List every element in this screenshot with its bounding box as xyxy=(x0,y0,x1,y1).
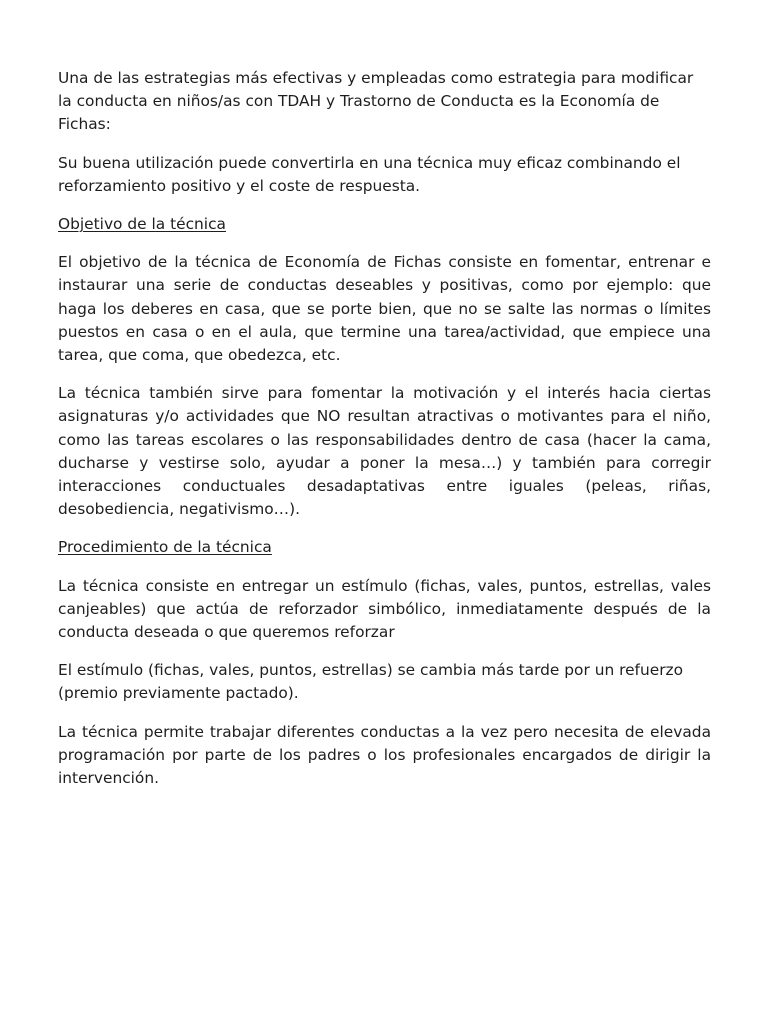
intro-paragraph-2: Su buena utilización puede convertirla en una técnica muy eficaz combinando el reforzamiento positivo y el coste de respuesta. xyxy=(58,153,681,195)
section-heading-procedimiento: Procedimiento de la técnica xyxy=(58,538,272,557)
objetivo-paragraph-2: La técnica también sirve para fomentar la motivación y el interés hacia ciertas asignaturas y/o actividades que NO resultan atractivas o motivantes para el niño, como las tareas escolares o las responsabilidades dentro de casa (hacer la cama, ducharse y vestirse solo, ayudar a poner la mesa…) y también para corregir interacciones conductuales desadaptativas entre iguales (peleas, riñas, desobediencia, negativismo…). xyxy=(58,384,711,519)
intro-paragraph-1: Una de las estrategias más efectivas y empleadas como estrategia para modificar la conducta en niños/as con TDAH y Trastorno de Conducta es la Economía de Fichas: xyxy=(58,69,694,134)
procedimiento-paragraph-2: El estímulo (fichas, vales, puntos, estrellas) se cambia más tarde por un refuerzo (premio previamente pactado). xyxy=(58,661,684,703)
section-heading-objetivo: Objetivo de la técnica xyxy=(58,215,226,234)
objetivo-paragraph-1: El objetivo de la técnica de Economía de Fichas consiste en fomentar, entrenar e instaurar una serie de conductas deseables y positivas, como por ejemplo: que haga los deberes en casa, que se porte bien, que no se salte las normas o límites puestos en casa o en el aula, que termine una tarea/actividad, que empiece una tarea, que coma, que obedezca, etc. xyxy=(58,253,711,365)
procedimiento-paragraph-3: La técnica permite trabajar diferentes conductas a la vez pero necesita de elevada programación por parte de los padres o los profesionales encargados de dirigir la intervención. xyxy=(58,722,711,788)
procedimiento-paragraph-1: La técnica consiste en entregar un estímulo (fichas, vales, puntos, estrellas, vales canjeables) que actúa de reforzador simbólico, inmediatamente después de la conducta deseada o que queremos reforzar xyxy=(58,576,711,642)
